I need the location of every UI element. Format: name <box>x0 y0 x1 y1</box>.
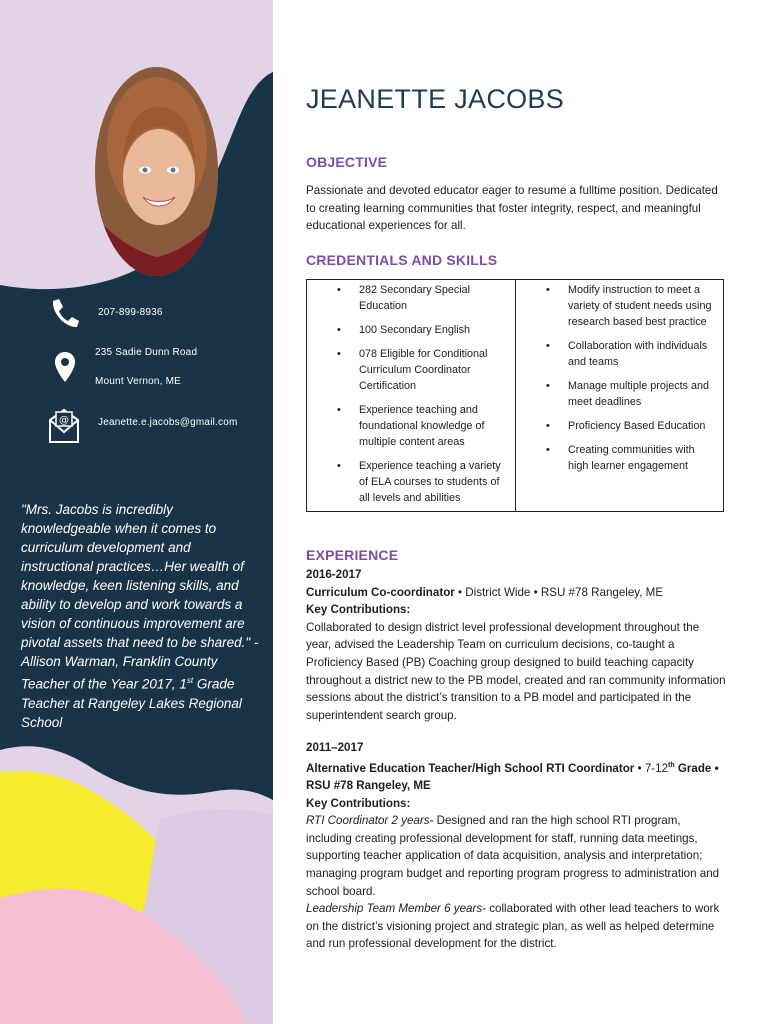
skill-item: • 078 Eligible for Conditional Curriculum Coordinator Certification <box>323 346 509 394</box>
job-role: Alternative Education Teacher/High School RTI Coordinator <box>306 761 635 775</box>
address-line-2: Mount Vernon, ME <box>95 376 182 387</box>
skill-item: • Modify instruction to meet a variety of student needs using research based best practice <box>532 282 717 330</box>
key-contributions-label: Key Contributions: <box>306 603 411 617</box>
job-years: 2011–2017 <box>306 741 364 754</box>
address-line-1: 235 Sadie Dunn Road <box>95 347 198 358</box>
sidebar <box>0 0 273 1024</box>
phone-number[interactable]: 207-899-8936 <box>98 307 163 318</box>
job-description: Leadership Team Member 6 years- collaborated with other lead teachers to work on the district’s visioning project and strategic plan, as well as helped determine and run professional development for the district. <box>306 902 720 951</box>
testimonial-quote: "Mrs. Jacobs is incredibly knowledgeable when it comes to curriculum development and instructional practices…Her wealth of knowledge, keen listening skills, and ability to develop and work towards a vision of continuous improvement are pivotal assets that need to be shared." - Allison Warman, Franklin County Teacher of the Year 2017, 1st Grade Teacher at Rangeley Lakes Regional School <box>21 502 259 730</box>
location-pin-icon <box>54 351 76 383</box>
profile-photo <box>95 67 218 276</box>
skill-item: • Proficiency Based Education <box>532 418 717 434</box>
skill-item: • 100 Secondary English <box>323 322 509 338</box>
job-role: Curriculum Co-coordinator <box>306 585 455 599</box>
skills-heading: CREDENTIALS AND SKILLS <box>306 252 498 268</box>
email-icon <box>47 404 81 444</box>
job-description: Collaborated to design district level professional development throughout the year, advised the Leadership Team on curriculum decisions, co-taught a Proficiency Based (PB) Coaching group designed to build teaching capacity throughout a district new to the PB model, created and ran community information sessions about the district’s transition to a PB model and participated in the superintendent search group. <box>306 620 726 722</box>
objective-text: Passionate and devoted educator eager to resume a fulltime position. Dedicated to creating learning communities that foster integrity, respect, and meaningful educational experiences for all. <box>306 184 718 232</box>
key-contributions-label: Key Contributions: <box>306 796 411 810</box>
skill-item: • 282 Secondary Special Education <box>323 282 509 314</box>
phone-icon <box>47 297 81 331</box>
job-details: • 7-12 <box>634 761 669 775</box>
experience-entry <box>306 566 726 724</box>
candidate-name: JEANETTE JACOBS <box>306 84 565 114</box>
skill-item: • Experience teaching a variety of ELA courses to students of all levels and abilities <box>323 458 509 506</box>
job-description: RTI Coordinator 2 years- Designed and ran the high school RTI program, including creating professional development for staff, running data meetings, supporting teacher application of data acquisition, analysis and interpretation; managing program budget and reporting program progress to administration and school board. <box>306 814 720 898</box>
job-years: 2016-2017 <box>306 568 362 581</box>
skill-item: • Creating communities with high learner engagement <box>532 442 717 474</box>
skill-item: • Experience teaching and foundational knowledge of multiple content areas <box>323 402 509 450</box>
email-address[interactable]: Jeanette.e.jacobs@gmail.com <box>98 417 238 428</box>
skill-item: • Collaboration with individuals and teams <box>532 338 717 370</box>
experience-entry: 2011–2017 Alternative Education Teacher/High School RTI Coordinator • 7-12th Grade • RSU #78 Rangeley, ME Key Contributions: RTI Coordinator 2 years- Designed and ran the high school RTI program, including creating professional development for staff, running data meetings, supporting teacher application of data acquisition, analysis and interpretation; managing program budget and reporting program progress to administration and school board. Leadership Team Member 6 years- collaborated with other lead teachers to work on the district’s visioning project and strategic plan, as well as helped determine and run professional development for the district. <box>306 739 726 953</box>
job-details: • District Wide • RSU #78 Rangeley, ME <box>454 585 664 599</box>
skill-item: • Manage multiple projects and meet deadlines <box>532 378 717 410</box>
experience-heading: EXPERIENCE <box>306 547 399 563</box>
skills-column-left <box>307 280 515 511</box>
objective-heading: OBJECTIVE <box>306 154 388 170</box>
skills-column-right <box>515 280 723 511</box>
svg-text:@: @ <box>59 415 69 426</box>
skills-table <box>306 279 724 512</box>
